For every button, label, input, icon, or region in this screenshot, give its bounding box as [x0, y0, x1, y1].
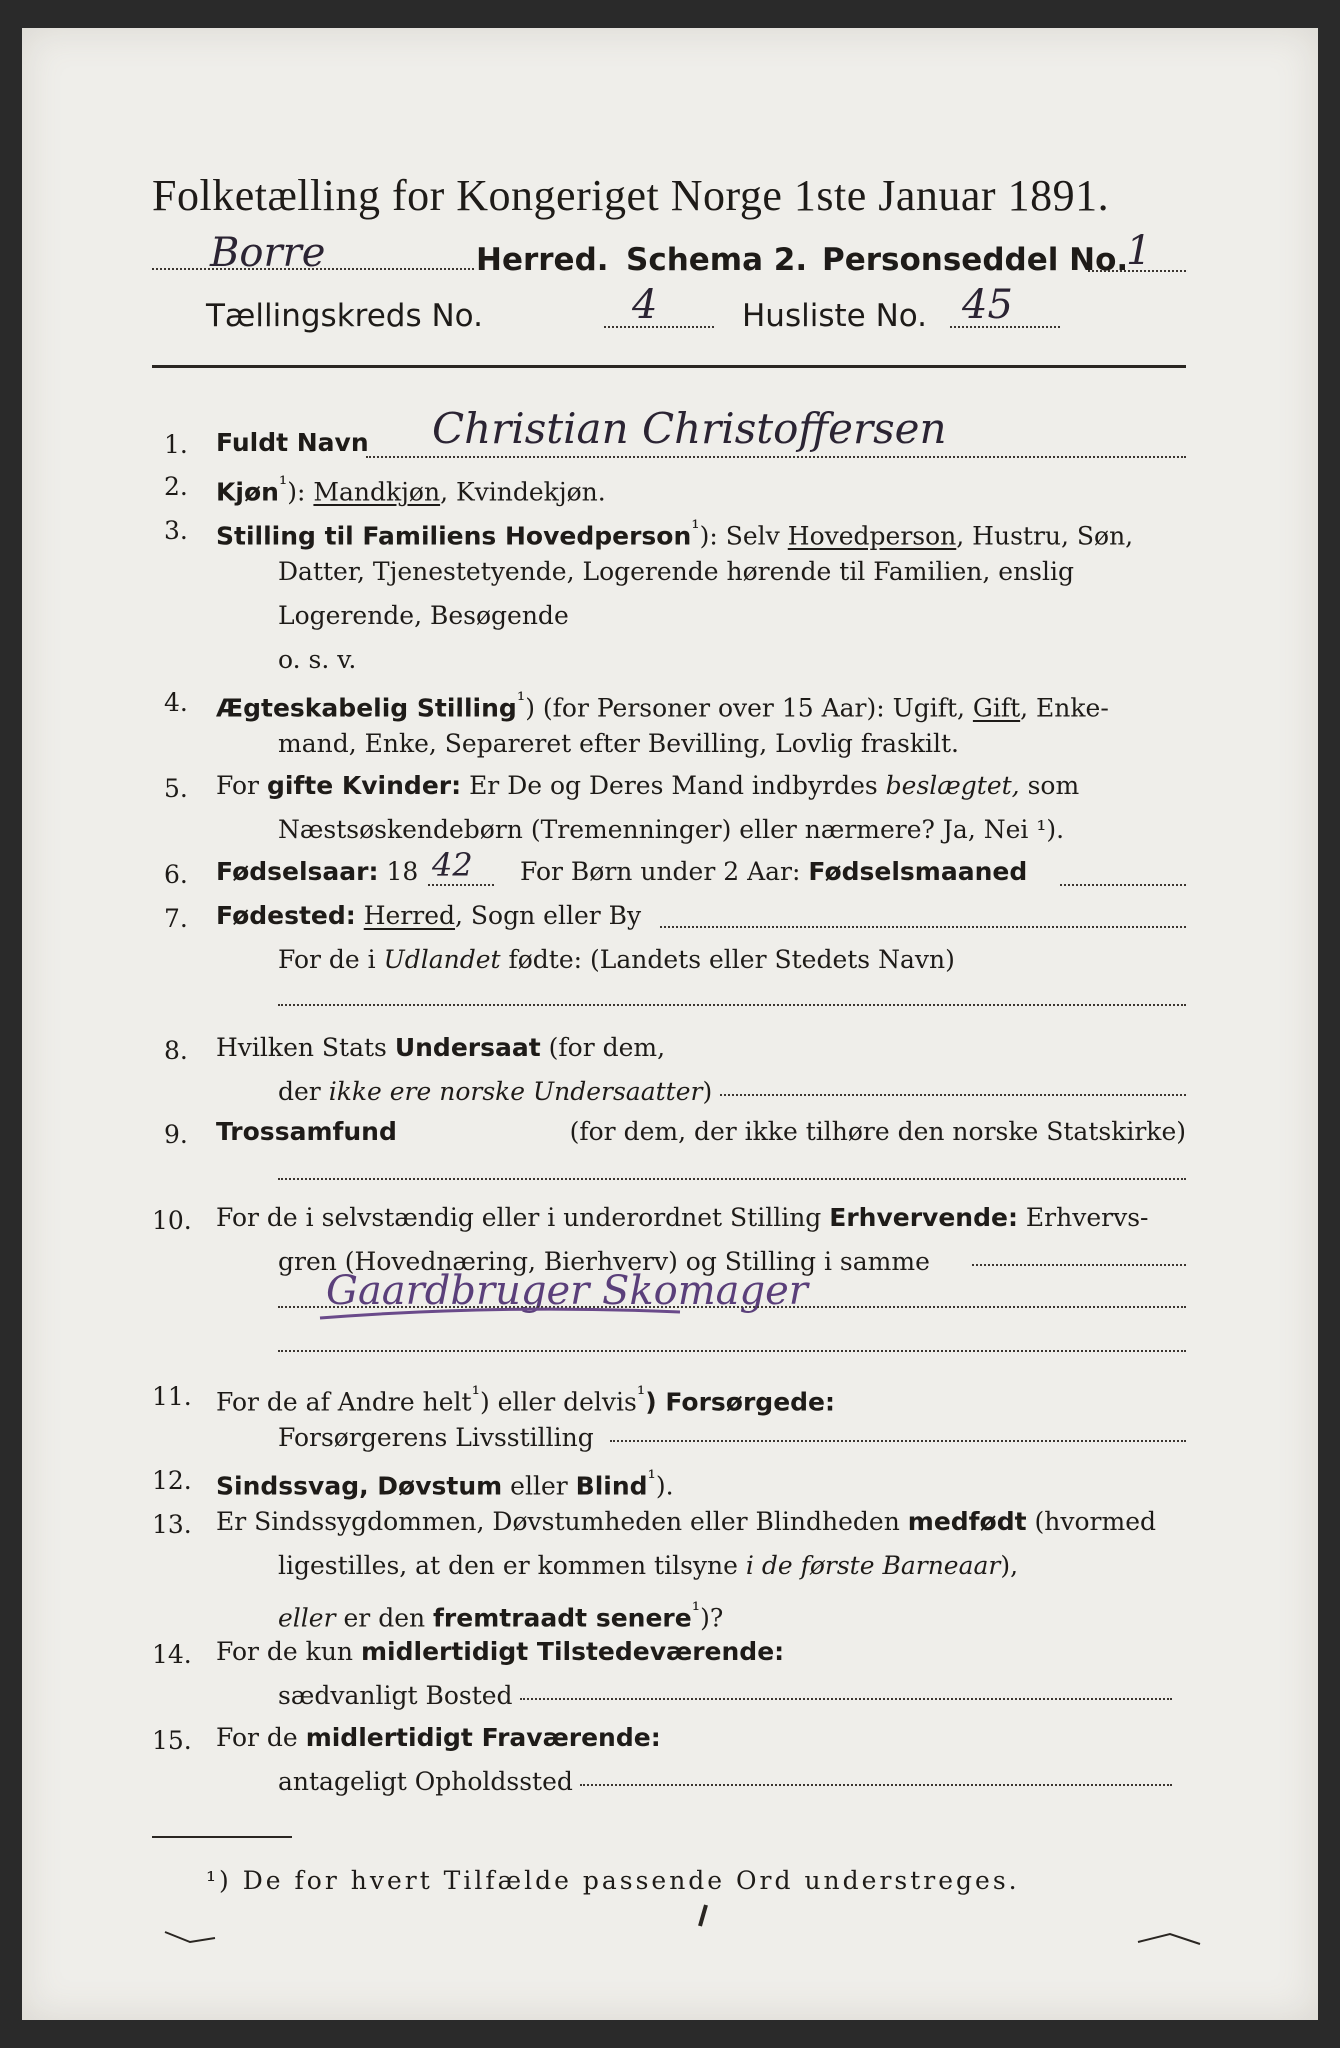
q13-barneaar: i de første Barneaar — [745, 1551, 1001, 1580]
q9-number: 9. — [164, 1120, 188, 1149]
q10-label: Erhvervende: — [829, 1203, 1018, 1232]
q3-line4: o. s. v. — [278, 645, 357, 674]
q2-footnote-mark: ¹ — [278, 472, 288, 496]
q12-line1: Sindssvag, Døvstum eller Blind$^{^1}$). — [216, 1466, 674, 1501]
q6-born-under-2: For Børn under 2 Aar: — [520, 857, 801, 886]
q12-eller: eller — [510, 1471, 568, 1501]
q3-option-hovedperson-underlined: Hovedperson — [787, 521, 957, 551]
q5-question: Er De og Deres Mand indbyrdes — [469, 771, 878, 800]
q13-medfodt: medfødt — [907, 1507, 1027, 1536]
q11-label: ) Forsørgede: — [645, 1387, 836, 1417]
q4-intro: ) (for Personer over 15 Aar): Ugift, — [525, 693, 965, 723]
q15-number: 15. — [152, 1726, 192, 1755]
q10-handwritten-occupation: Gaardbruger Skomager — [326, 1268, 808, 1314]
q3-line3: Logerende, Besøgende — [278, 601, 569, 630]
q5-label: gifte Kvinder: — [266, 771, 462, 800]
q13-hvormed: (hvormed — [1034, 1507, 1157, 1536]
q6-label: Fødselsaar: — [216, 857, 379, 886]
schema-label: Schema 2. — [626, 242, 808, 278]
q5-pre: For — [216, 771, 259, 800]
q13-line3: eller er den fremtraadt senere$^{^1}$)? — [278, 1598, 724, 1633]
q7-line2-pre: For de i — [278, 945, 376, 974]
q6-label-fodselsmaaned: Fødselsmaaned — [808, 857, 1028, 886]
personseddel-label: Personseddel No. — [822, 242, 1129, 278]
q13-line3-tail: )? — [700, 1603, 724, 1633]
q5-number: 5. — [164, 774, 188, 803]
q11-line1: For de af Andre helt$^{^1}$) eller delvis$^{^1}$) Forsørgede: — [216, 1382, 836, 1417]
footnote-mark: ¹) — [206, 1866, 232, 1895]
q4-line1: Ægteskabelig Stilling$^{^1}$) (for Personer over 15 Aar): Ugift, Gift, Enke- — [216, 688, 1109, 723]
q4-line2: mand, Enke, Separeret efter Bevilling, Lovlig fraskilt. — [278, 729, 959, 758]
q7-udlandet: Udlandet — [383, 945, 501, 974]
q9-rest: (for dem, der ikke tilhøre den norske Statskirke) — [569, 1117, 1186, 1146]
q1-number: 1. — [164, 430, 188, 459]
q12-number: 12. — [152, 1466, 192, 1495]
q3-line1: Stilling til Familiens Hovedperson$^{^1}$): Selv Hovedperson, Hustru, Søn, — [216, 516, 1134, 551]
q1-handwritten-name: Christian Christoffersen — [432, 404, 947, 453]
q12-label: Sindssvag, Døvstum — [216, 1471, 503, 1501]
q2-option-mandkjon-underlined: Mandkjøn — [313, 477, 441, 507]
q12-tail: ). — [655, 1471, 674, 1501]
herred-handwritten-value: Borre — [210, 230, 326, 276]
q4-label: Ægteskabelig Stilling — [216, 693, 517, 723]
q2-label: Kjøn — [216, 477, 279, 507]
q3-label: Stilling til Familiens Hovedperson — [216, 521, 692, 551]
q14-number: 14. — [152, 1640, 192, 1669]
q12-blind: Blind — [575, 1471, 648, 1501]
q5-som: som — [1027, 771, 1080, 800]
q3-options-rest: , Hustru, Søn, — [956, 521, 1134, 551]
q8-der: der — [278, 1077, 321, 1106]
q4-number: 4. — [164, 688, 188, 717]
q3-line2: Datter, Tjenestetyende, Logerende hørende til Familien, enslig — [278, 557, 1075, 586]
q7-options-rest: , Sogn eller By — [455, 901, 642, 930]
q5-line2: Næstsøskendebørn (Tremenninger) eller nærmere? Ja, Nei ¹). — [278, 815, 1065, 844]
q13-pre: Er Sindssygdommen, Døvstumheden eller Blindheden — [216, 1507, 900, 1536]
husliste-handwritten-value: 45 — [962, 282, 1013, 328]
pen-mark-left — [165, 1932, 215, 1942]
form-title: Folketælling for Kongeriget Norge 1ste Januar 1891. — [152, 171, 1110, 220]
q14-label: midlertidigt Tilstedeværende: — [360, 1637, 785, 1666]
q14-pre: For de kun — [216, 1637, 354, 1666]
q4-option-gift-underlined: Gift — [972, 693, 1021, 723]
q13-fremtraadt: fremtraadt senere — [433, 1603, 692, 1633]
q11-line2: Forsørgerens Livsstilling — [278, 1423, 594, 1452]
q8-pre: Hvilken Stats — [216, 1033, 387, 1062]
q6-year-prefix: 18 — [386, 857, 419, 886]
q8-close-paren: ) — [702, 1077, 713, 1106]
q13-line2-tail: ), — [1000, 1551, 1019, 1580]
q3-selv: ): Selv — [699, 521, 780, 551]
q10-line2: gren (Hovednæring, Bierhverv) og Stilling i samme — [278, 1247, 930, 1276]
q15-label: midlertidigt Fraværende: — [305, 1723, 661, 1752]
q15-line2: antageligt Opholdssted — [278, 1767, 573, 1796]
q8-number: 8. — [164, 1036, 188, 1065]
q8-ikke-norske: ikke ere norske Undersaatter — [328, 1077, 703, 1106]
footnote-text: De for hvert Tilfælde passende Ord understreges. — [242, 1866, 1020, 1895]
q10-number: 10. — [152, 1206, 192, 1235]
q8-label: Undersaat — [394, 1033, 541, 1062]
personseddel-handwritten-value: 1 — [1126, 228, 1152, 274]
q10-erhvervs: Erhvervs- — [1025, 1203, 1149, 1232]
q9-label: Trossamfund — [216, 1117, 397, 1146]
q5-beslaegtet: beslægtet, — [885, 771, 1020, 800]
q6-number: 6. — [164, 860, 188, 889]
q11-number: 11. — [152, 1382, 192, 1411]
q2-number: 2. — [164, 472, 188, 501]
q7-number: 7. — [164, 904, 188, 933]
q11-mid: ) eller delvis — [479, 1387, 637, 1417]
q2-colon: ): — [287, 477, 306, 507]
kreds-label: Tællingskreds No. — [206, 298, 483, 334]
q7-line2-rest: fødte: (Landets eller Stedets Navn) — [508, 945, 955, 974]
q13-number: 13. — [152, 1510, 192, 1539]
q7-label: Fødested: — [216, 901, 356, 930]
herred-label: Herred. — [476, 242, 609, 278]
q13-er-den: er den — [343, 1603, 426, 1633]
q1-label: Fuldt Navn — [216, 428, 369, 457]
husliste-label: Husliste No. — [742, 298, 928, 334]
q3-number: 3. — [164, 516, 188, 545]
pen-mark-center — [700, 1905, 706, 1926]
q4-enke-start: , Enke- — [1020, 693, 1109, 723]
q7-option-herred-underlined: Herred — [363, 901, 456, 930]
q6-handwritten-year: 42 — [432, 846, 473, 884]
q10-handwritten-underline — [320, 1309, 680, 1318]
kreds-handwritten-value: 4 — [632, 282, 658, 328]
q11-pre: For de af Andre helt — [216, 1387, 472, 1417]
q15-pre: For de — [216, 1723, 298, 1752]
q10-pre: For de i selvstændig eller i underordnet Stilling — [216, 1203, 822, 1232]
pen-mark-right — [1138, 1934, 1200, 1944]
q2-option-kvindekjon: , Kvindekjøn. — [440, 477, 606, 507]
q13-line2-pre: ligestilles, at den er kommen tilsyne — [278, 1551, 738, 1580]
q14-line2: sædvanligt Bosted — [278, 1681, 513, 1710]
q13-eller: eller — [278, 1603, 336, 1633]
q8-rest: (for dem, — [548, 1033, 666, 1062]
